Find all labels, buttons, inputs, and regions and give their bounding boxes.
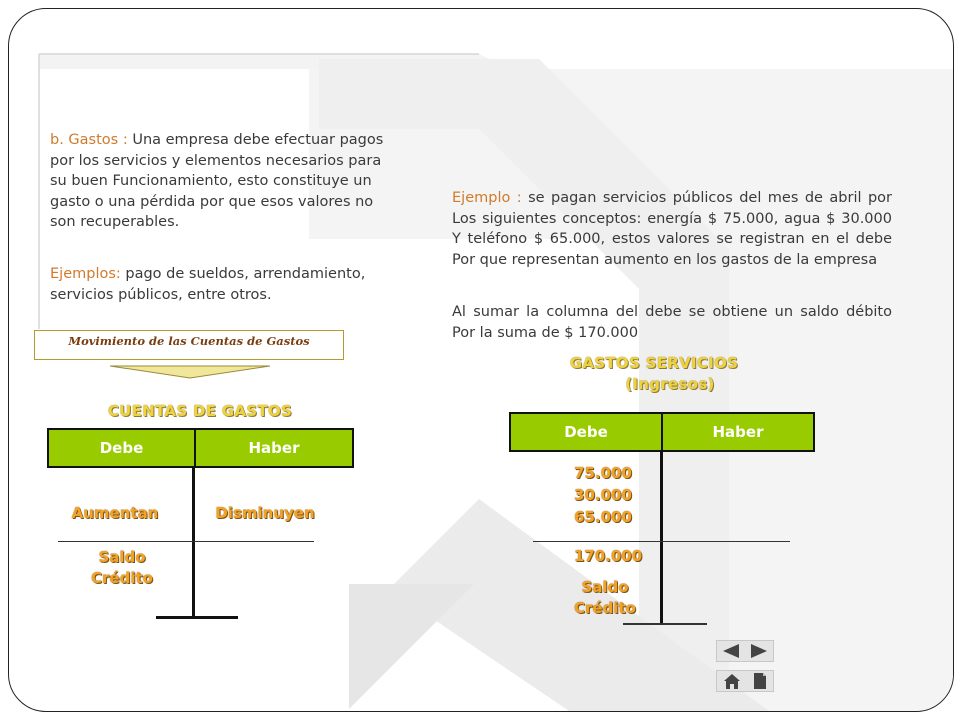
right-saldo-label: Saldo	[581, 578, 629, 596]
right-credito-label: Crédito	[574, 599, 636, 617]
amount-energia: 75.000	[574, 464, 632, 482]
ejemplos-paragraph	[50, 264, 386, 305]
aumentan-label: Aumentan	[71, 504, 159, 522]
home-doc-nav	[716, 670, 774, 692]
ejemplos-text: pago de sueldos, arrendamiento, servicios públicos, entre otros.	[50, 266, 366, 303]
home-icon[interactable]	[722, 672, 742, 690]
gastos-label: b. Gastos :	[50, 132, 128, 148]
ejemplo-label: Ejemplo :	[452, 190, 522, 206]
down-arrow-icon	[110, 360, 270, 380]
triangle-right-icon[interactable]	[749, 643, 769, 659]
ejemplo-text: se pagan servicios públicos del mes de abril por Los siguientes conceptos: energía $ 75.000, agua $ 30.000 Y teléfono $ 65.000, estos valores se registran en el debe Por que representan aumento en los gastos de la empresa	[452, 190, 892, 268]
right-total-line	[533, 541, 790, 542]
triangle-left-icon[interactable]	[721, 643, 741, 659]
movimiento-callout: Movimiento de las Cuentas de Gastos	[34, 330, 344, 360]
left-debe-header: Debe	[49, 430, 196, 466]
left-credito-label: Crédito	[91, 569, 153, 587]
gastos-servicios-title: GASTOS SERVICIOS	[569, 354, 739, 372]
ejemplo-paragraph	[452, 188, 892, 270]
left-haber-header: Haber	[248, 439, 300, 457]
left-t-base	[156, 616, 238, 619]
right-header-bar	[509, 412, 815, 452]
right-haber-header: Haber	[712, 423, 764, 441]
sumar-paragraph: Al sumar la columna del debe se obtiene un saldo débito Por la suma de $ 170.000	[452, 304, 892, 341]
prev-next-nav	[716, 640, 774, 662]
amount-total: 170.000	[573, 547, 643, 565]
gastos-paragraph	[50, 130, 386, 233]
right-t-vertical	[660, 450, 663, 624]
amount-agua: 30.000	[574, 486, 632, 504]
ejemplos-label: Ejemplos:	[50, 266, 121, 282]
document-icon[interactable]	[752, 672, 768, 690]
left-total-line	[58, 541, 314, 542]
gastos-text: Una empresa debe efectuar pagos por los servicios y elementos necesarios para su buen Funcionamiento, esto constituye un gasto o una pérdida por que esos valores no son recuperables.	[50, 132, 384, 230]
ingresos-subtitle: (Ingresos)	[625, 375, 715, 393]
left-header-bar	[47, 428, 354, 468]
right-t-base	[623, 623, 707, 625]
disminuyen-label: Disminuyen	[215, 504, 315, 522]
left-t-vertical	[192, 466, 195, 618]
cuentas-gastos-title: CUENTAS DE GASTOS	[107, 402, 293, 420]
right-debe-header: Debe	[511, 414, 663, 450]
left-saldo-label: Saldo	[98, 548, 146, 566]
amount-telefono: 65.000	[574, 508, 632, 526]
